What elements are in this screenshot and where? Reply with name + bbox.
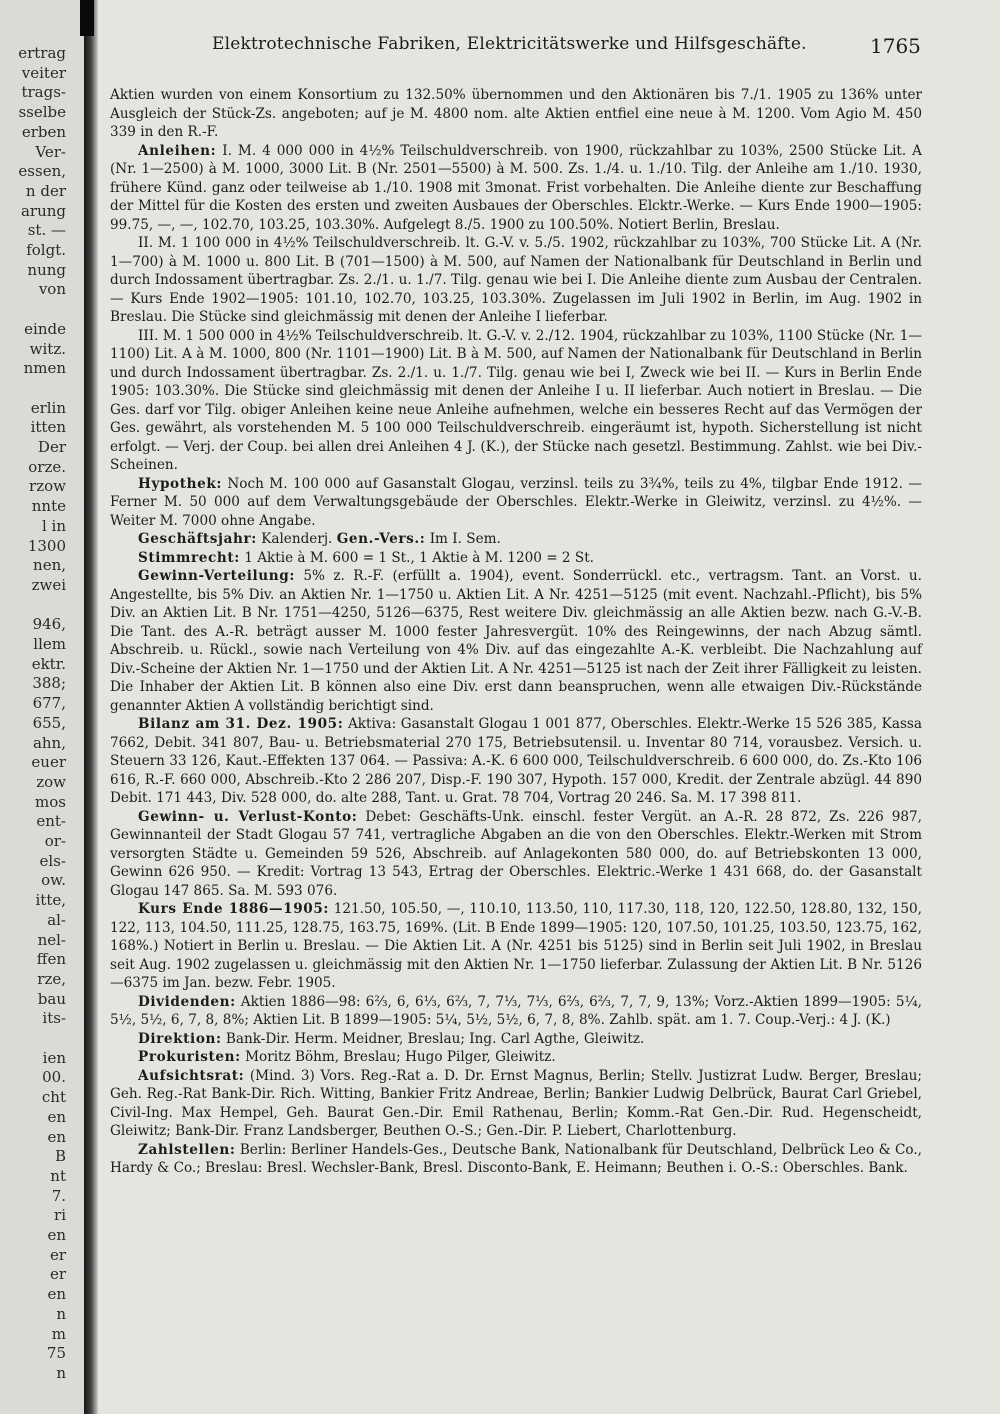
previous-page-fragment: 655, (32, 713, 66, 732)
paragraph-prokuristen: Prokuristen: Moritz Böhm, Breslau; Hugo Pilger, Gleiwitz. (138, 1049, 556, 1065)
previous-page-fragment: ent- (36, 812, 66, 831)
previous-page-fragment: er (49, 1245, 66, 1264)
paragraph-geschaeftsjahr: Geschäftsjahr: Kalenderj. Gen.-Vers.: Im I. Sem. (138, 531, 501, 547)
section-heading: Hypothek: (138, 475, 222, 492)
previous-page-fragment: 388; (32, 674, 66, 693)
previous-page-fragment: Ver- (35, 142, 66, 161)
previous-page-fragment: rzow (29, 477, 66, 496)
previous-page-fragment: trags- (21, 83, 66, 102)
section-heading: Gewinn-Verteilung: (138, 568, 295, 584)
section-heading: Kurs Ende 1886—1905: (138, 901, 330, 917)
previous-page-fragment: itte, (35, 891, 66, 910)
paragraph-hypothek: Hypothek: Noch M. 100 000 auf Gasanstalt Glogau, verzinsl. teils zu 3¾%, teils zu 4%, tilgbar Ende 1912. — Ferner M. 50 000 auf dem Verwaltungsgebäude der Oberschles. Elektr.-Werke in Gleiwitz, verzinsl. zu 4½%. — Weiter M. 7000 ohne Angabe. (110, 475, 922, 529)
section-heading: Gewinn- u. Verlust-Konto: (138, 808, 358, 825)
binding-gutter (84, 0, 98, 1414)
paragraph-bilanz: Bilanz am 31. Dez. 1905: Aktiva: Gasanstalt Glogau 1 001 877, Oberschles. Elektr.-Werke 15 526 385, Kassa 7662, Debit. 341 807, Bau- u. Betriebsmaterial 270 175, Betriebsutensil. u. Inventar 80 714, vorausbez. Versich. u. Steuern 33 126, Kaut.-Effekten 137 064. — Passiva: A.-K. 6 600 000, Teilschuldverschreib. 6 600 000, do. Zs.-Kto 106 616, R.-F. 660 000, Abschreib.-Kto 2 286 207, Disp.-F. 190 307, Hypoth. 157 000, Kredit. der Zentrale abzügl. 44 890 Debit. 171 443, Div. 528 000, do. alte 288, Tant. u. Grat. 78 704, Vortrag 20 246. Sa. M. 17 398 811. (110, 716, 922, 806)
previous-page-fragment: mos (35, 792, 66, 811)
paragraph-stimmrecht: Stimmrecht: 1 Aktie à M. 600 = 1 St., 1 Aktie à M. 1200 = 2 St. (138, 549, 594, 566)
previous-page-fragment: nel- (37, 930, 66, 949)
paragraph-direktion: Direktion: Bank-Dir. Herm. Meidner, Breslau; Ing. Carl Agthe, Gleiwitz. (138, 1030, 645, 1047)
previous-page-fragment: 677, (32, 694, 66, 713)
section-heading: Bilanz am 31. Dez. 1905: (138, 716, 344, 732)
previous-page-fragment: folgt. (26, 241, 66, 259)
previous-page-fragment: st. — (27, 221, 66, 240)
previous-page-fragment: arung (20, 201, 66, 220)
previous-page-fragment: 00. (42, 1068, 66, 1087)
previous-page-fragment: m (51, 1324, 66, 1343)
running-header: Elektrotechnische Fabriken, Elektricitätswerke und Hilfsgeschäfte. (212, 34, 807, 54)
previous-page-fragment: erlin (30, 398, 66, 417)
previous-page-fragment: ffen (36, 950, 66, 969)
previous-page-fragment: n der (25, 181, 66, 200)
section-heading: Dividenden: (138, 993, 236, 1010)
previous-page-fragment: von (38, 280, 66, 299)
previous-page-fragment: en (47, 1127, 66, 1146)
previous-page-fragment: ri (54, 1206, 66, 1225)
previous-page-fragment: 1300 (27, 536, 66, 555)
previous-page-fragment: nung (27, 260, 66, 279)
page-number: 1765 (870, 34, 921, 58)
previous-page-fragment: en (47, 1285, 66, 1304)
previous-page-edge (0, 0, 84, 1414)
previous-page-fragment: els- (39, 851, 66, 870)
previous-page-fragment: er (49, 1265, 66, 1284)
previous-page-fragment: sselbe (18, 103, 66, 122)
previous-page-fragment: orze. (28, 457, 66, 476)
previous-page-fragment: veiter (21, 63, 66, 82)
previous-page-fragment: Der (37, 438, 66, 456)
previous-page-fragment: 75 (46, 1344, 66, 1363)
previous-page-fragment: n (56, 1363, 66, 1382)
previous-page-fragment: or- (44, 832, 66, 850)
section-heading: Prokuristen: (138, 1049, 241, 1065)
previous-page-fragment: einde (24, 319, 66, 338)
paragraph-dividenden: Dividenden: Aktien 1886—98: 6⅔, 6, 6⅓, 6⅔, 7, 7⅓, 7⅓, 6⅔, 6⅔, 7, 7, 9, 13%; Vorz.-Aktien 1899—1905: 5¼, 5½, 5½, 6, 7, 8, 8%; Aktien Lit. B 1899—1905: 5¼, 5½, 5½, 6, 7, 8, 8%. Zahlb. spät. am 1. 7. Coup.-Verj.: 4 J. (K.) (110, 993, 922, 1028)
paragraph-gewinn-verlust: Gewinn- u. Verlust-Konto: Debet: Geschäfts-Unk. einschl. fester Vergüt. an A.-R. 28 872, Zs. 226 987, Gewinnanteil der Stadt Glogau 57 741, vertragliche Abgaben an die von den Oberschles. Elektr.-Werken mit Strom versorgten Städte u. Gemeinden 59 526, Abschreib. auf Anlagekonten 580 000, do. auf Betriebskonten 13 000, Gewinn 626 950. — Kredit: Vortrag 13 543, Ertrag der Oberschles. Elektric.-Werke 1 431 668, do. der Gasanstalt Glogau 147 865. Sa. M. 593 076. (110, 808, 922, 899)
section-heading: Aufsichtsrat: (138, 1067, 245, 1084)
previous-page-fragment: nnte (31, 497, 66, 516)
previous-page-fragment: zwei (31, 575, 66, 594)
previous-page-fragment: n (56, 1304, 66, 1323)
previous-page-fragment: witz. (29, 339, 66, 358)
previous-page-fragment: B (54, 1147, 66, 1166)
previous-page-fragment: ektr. (31, 654, 66, 673)
section-heading: Direktion: (138, 1030, 222, 1047)
section-heading: Geschäftsjahr: (138, 531, 257, 547)
section-heading: Gen.-Vers.: (336, 531, 426, 547)
previous-page-fragment: l in (41, 516, 66, 535)
section-heading: Anleihen: (138, 142, 217, 159)
previous-page-fragment: itten (30, 418, 66, 437)
previous-page-fragment: ertrag (18, 44, 66, 62)
previous-page-fragment: nmen (23, 359, 66, 378)
previous-page-fragment: nen, (33, 556, 66, 575)
paragraph-aufsichtsrat: Aufsichtsrat: (Mind. 3) Vors. Reg.-Rat a. D. Dr. Ernst Magnus, Berlin; Stellv. Justizrat Ludw. Berger, Breslau; Geh. Reg.-Rat Bank-Dir. Rich. Witting, Bankier Fritz Andreae, Berlin; Bankier Ludwig Delbrück, Baurat Carl Griebel, Civil-Ing. Max Hempel, Geh. Baurat Gen.-Dir. Emil Rathenau, Berlin; Komm.-Rat Gen.-Dir. Rud. Hegenscheidt, Gleiwitz; Bank-Dir. Franz Landsberger, Beuthen O.-S.; Gen.-Dir. P. Liebert, Charlottenburg. (110, 1067, 923, 1139)
section-heading: Stimmrecht: (138, 549, 240, 566)
previous-page-fragment: 946, (32, 615, 66, 634)
previous-page-fragment: zow (36, 772, 66, 791)
previous-page-fragment: en (47, 1107, 66, 1126)
previous-page-fragment: euer (31, 753, 66, 772)
paragraph-kurs: Kurs Ende 1886—1905: 121.50, 105.50, —, 110.10, 113.50, 110, 117.30, 118, 120, 122.50, 128.80, 132, 150, 122, 113, 104.50, 111.25, 128.75, 163.75, 169%. (Lit. B Ende 1899—1905: 120, 107.50, 101.25, 103.50, 123.75, 162, 168%.) Notiert in Berlin u. Breslau. — Die Aktien Lit. A (Nr. 4251 bis 5125) sind in Berlin seit Juli 1902, in Breslau seit Aug. 1902 zugelassen u. gleichmässig mit den Aktien Nr. 1—1750 lieferbar. Zulassung der Aktien Lit. B Nr. 5126—6375 im Jan. bezw. Febr. 1905. (110, 901, 922, 991)
previous-page-fragment: erben (21, 122, 66, 141)
paragraph-gewinn-verteilung: Gewinn-Verteilung: 5% z. R.-F. (erfüllt a. 1904), event. Sonderrückl. etc., vertragsm. Tant. an Vorst. u. Angestellte, bis 5% Div. an Aktien Nr. 1—1750 u. Aktien Lit. A Nr. 4251—5125 (mit event. Nachzahl.-Pflicht), bis 5% Div. an Aktien Lit. B Nr. 1751—4250, 5126—6375, Rest weitere Div. gleichmässig an alle Aktien bezw. nach G.-V.-B. Die Tant. des A.-R. beträgt ausser M. 1000 fester Jahresvergüt. 10% des Reingewinns, der nach Abzug sämtl. Abschreib. u. Rückl., sowie nach Verteilung von 4% Div. auf das eingezahlte A.-K. verbleibt. Die Nachzahlung auf Div.-Scheine der Aktien Nr. 1—1750 und der Aktien Lit. A Nr. 4251—5125 ist nach der Zeit ihrer Fälligkeit zu leisten. Die Inhaber der Aktien Lit. B können also eine Div. erst dann beanspruchen, wenn alle etwaigen Div.-Rückstände genannter Aktien A vollständig berichtigt sind. (110, 568, 922, 714)
section-heading: Zahlstellen: (138, 1141, 236, 1158)
previous-page-fragment: essen, (18, 162, 66, 181)
previous-page-fragment: ahn, (32, 733, 66, 752)
previous-page-fragment: bau (37, 989, 66, 1008)
paragraph-anleihe-iii: III. M. 1 500 000 in 4½% Teilschuldverschreib. lt. G.-V. v. 2./12. 1904, rückzahlbar zu 103%, 1100 Stücke (Nr. 1—1100) Lit. A à M. 1000, 800 (Nr. 1101—1900) Lit. B à M. 500, auf Namen der Nationalbank für Deutschland in Berlin und durch Indossament übertragbar. Zs. 2./1. u. 1./7. Tilg. genau wie bei I, Zweck wie bei II. — Kurs in Berlin Ende 1905: 103.30%. Die Stücke sind gleichmässig mit denen der Anleihe I u. II lieferbar. Auch notiert in Breslau. — Die Ges. darf vor Tilg. obiger Anleihen keine neue Anleihe aufnehmen, welche ein besseres Recht auf das Vermögen der Ges. gewährt, als vorstehenden M. 5 100 000 Teilschuldverschreib. eingeräumt ist, hypoth. Sicherstellung ist nicht erfolgt. — Verj. der Coup. bei allen drei Anleihen 4 J. (K.), der Stücke nach gesetzl. Bestimmung. Zahlst. wie bei Div.-Scheinen. (110, 327, 922, 473)
previous-page-fragment: cht (41, 1088, 66, 1107)
article-body (110, 86, 922, 1178)
previous-page-fragment: ien (42, 1048, 66, 1067)
previous-page-fragment: nt (50, 1166, 66, 1185)
previous-page-fragment: ow. (41, 871, 66, 890)
paragraph-intro: Aktien wurden von einem Konsortium zu 132.50% übernommen und den Aktionären bis 7./1. 1905 zu 136% unter Ausgleich der Stück-Zs. angeboten; auf je M. 4800 nom. alte Aktien entfiel eine neue à M. 1200. Vom Agio M. 450 339 in den R.-F. (110, 87, 922, 140)
paragraph-zahlstellen: Zahlstellen: Berlin: Berliner Handels-Ges., Deutsche Bank, Nationalbank für Deutschland, Delbrück Leo & Co., Hardy & Co.; Breslau: Bresl. Wechsler-Bank, Bresl. Disconto-Bank, E. Heimann; Beuthen i. O.-S.: Oberschles. Bank. (110, 1141, 923, 1176)
previous-page-fragment: llem (33, 635, 66, 653)
paragraph-anleihe-ii: II. M. 1 100 000 in 4½% Teilschuldverschreib. lt. G.-V. v. 5./5. 1902, rückzahlbar zu 103%, 700 Stücke Lit. A (Nr. 1—700) à M. 1000 u. 800 Lit. B (701—1500) à M. 500, auf Namen der Nationalbank für Deutschland in Berlin und durch Indossament übertragbar. Zs. 2./1. u. 1./7. Tilg. genau wie bei I. Die Anleihe diente zum Ausbau der Centralen. — Kurs Ende 1902—1905: 101.10, 102.70, 103.25, 103.30%. Zugelassen im Juli 1902 in Berlin, im Aug. 1902 in Breslau. Die Stücke sind gleichmässig mit denen der Anleihe I lieferbar. (110, 235, 922, 325)
previous-page-fragment: its- (42, 1009, 66, 1028)
previous-page-fragment: en (47, 1226, 66, 1244)
previous-page-fragment: al- (47, 910, 66, 929)
binding-gutter-shadow (80, 0, 94, 36)
paragraph-anleihen: Anleihen: I. M. 4 000 000 in 4½% Teilschuldverschreib. von 1900, rückzahlbar zu 103%, 2500 Stücke Lit. A (Nr. 1—2500) à M. 1000, 3000 Lit. B (Nr. 2501—5500) à M. 500. Zs. 1./4. u. 1./10. Tilg. der Anleihe am 1./10. 1930, frühere Künd. ganz oder teilweise ab 1./10. 1908 mit 3monat. Frist vorbehalten. Die Anleihe diente zur Beschaffung der Mittel für die Kosten des ersten und zweiten Ausbaues der Oberschles. Elcktr.-Werke. — Kurs Ende 1900—1905: 99.75, —, —, 102.70, 103.25, 103.30%. Aufgelegt 8./5. 1900 zu 100.50%. Notiert Berlin, Breslau. (110, 142, 922, 233)
previous-page-fragment: 7. (51, 1186, 66, 1205)
previous-page-fragment: rze, (37, 969, 66, 988)
